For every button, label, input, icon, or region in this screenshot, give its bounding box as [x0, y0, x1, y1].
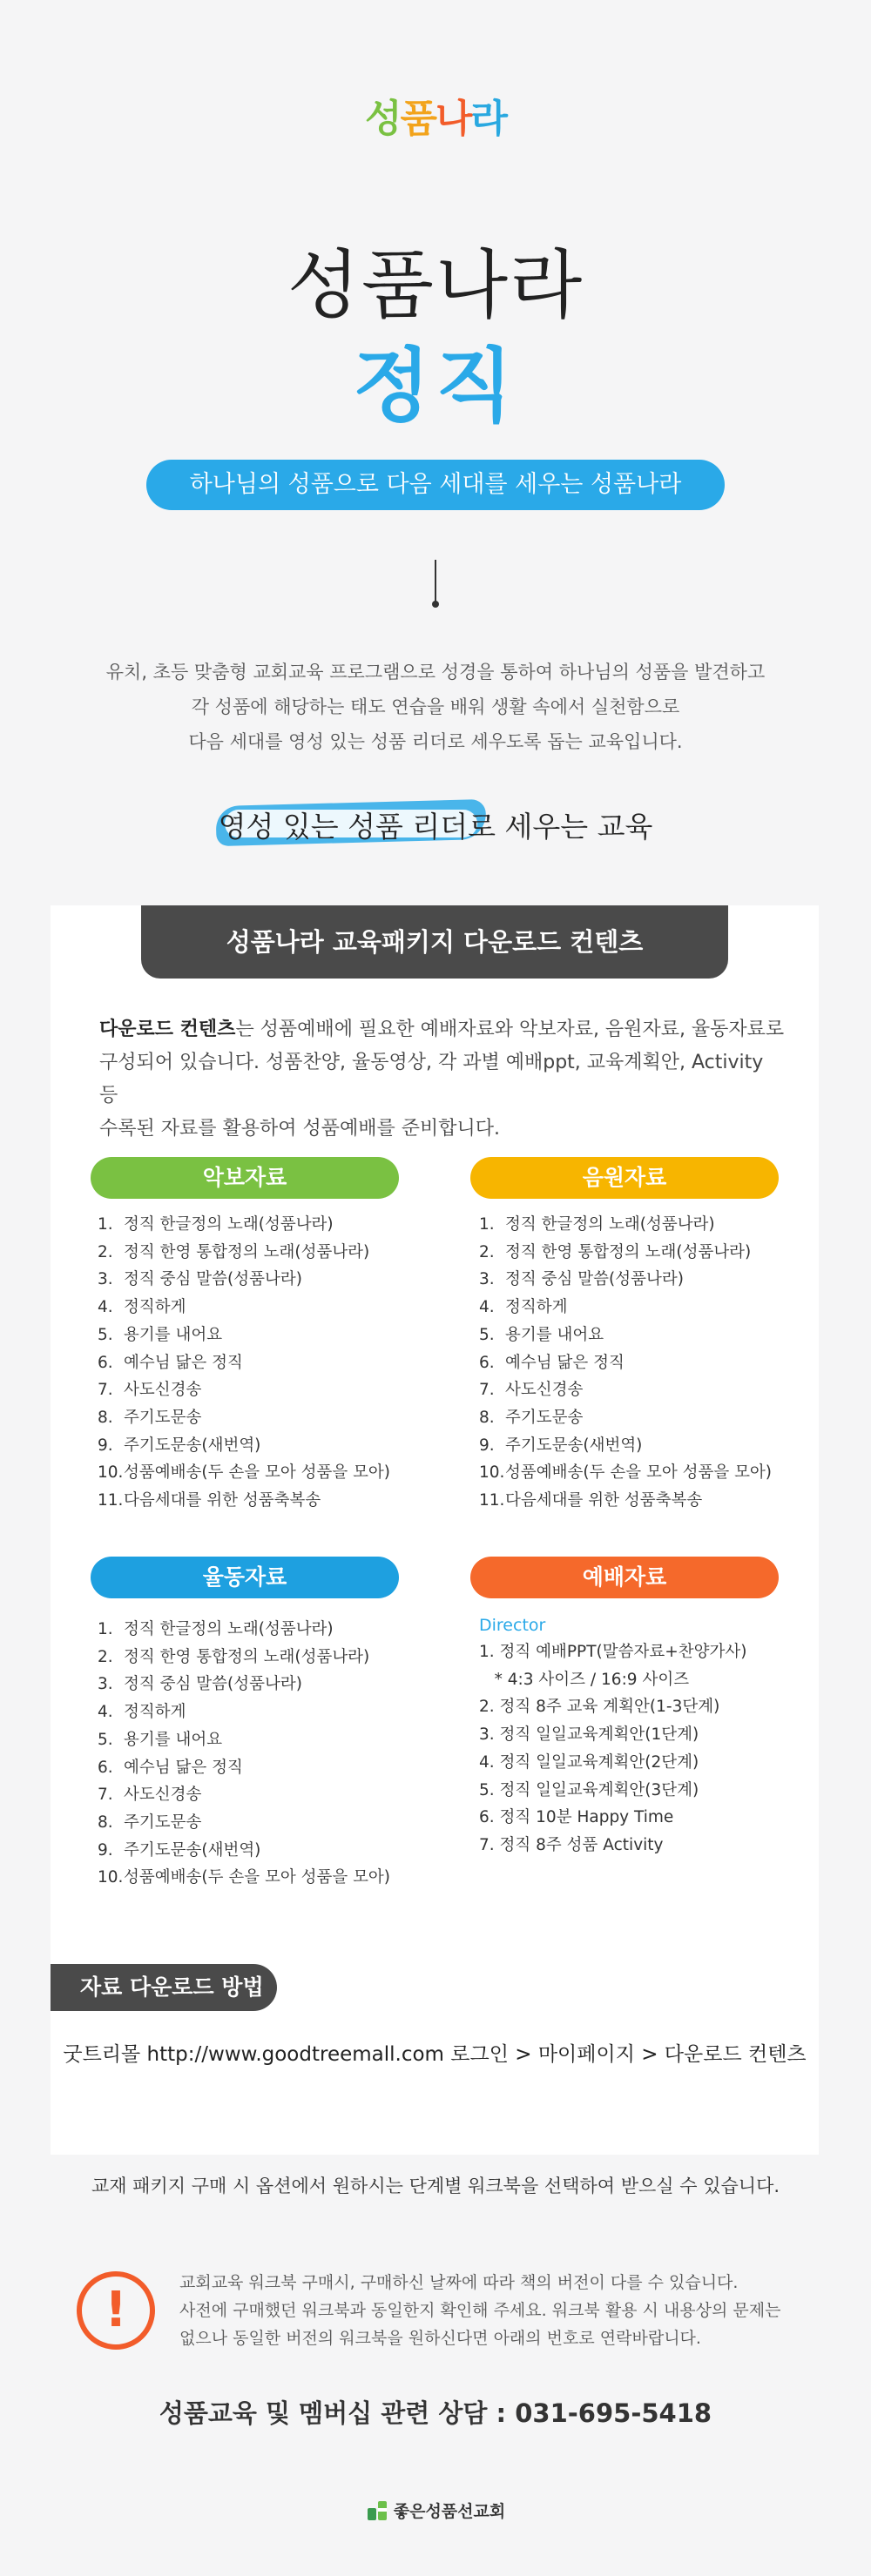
list-item — [98, 1487, 390, 1515]
list-item — [479, 1239, 772, 1267]
list-item — [98, 1322, 390, 1349]
category-audio: 음원자료 — [470, 1157, 779, 1199]
intro-line: 다음 세대를 영성 있는 성품 리더로 세우도록 돕는 교육입니다. — [188, 731, 683, 752]
list-item — [98, 1404, 390, 1432]
worship-item: 1. 정직 예배PPT(말씀자료+찬양가사) — [479, 1643, 747, 1661]
list-item — [98, 1294, 390, 1322]
list-item — [98, 1781, 390, 1809]
list-item-number: 9. — [98, 1436, 113, 1455]
list-item-text: 성품예배송(두 손을 모아 성품을 모아) — [124, 1463, 391, 1483]
logo-char-2: 품 — [400, 97, 436, 141]
list-item-number: 3. — [98, 1675, 113, 1694]
list-item-text: 다음세대를 위한 성품축복송 — [505, 1491, 703, 1510]
list-item-number: 4. — [98, 1703, 113, 1722]
desc-line-3: 수록된 자료를 활용하여 성품예배를 준비합니다. — [99, 1118, 501, 1140]
footer-logo — [0, 2499, 871, 2524]
list-item-number: 4. — [98, 1298, 113, 1317]
desc-line-2: 구성되어 있습니다. 성품찬양, 율동영상, 각 과별 예배ppt, 교육계획안, Activity 등 — [99, 1052, 764, 1106]
list-item-number: 5. — [98, 1730, 113, 1749]
list-item-number: 2. — [479, 1242, 495, 1261]
list-item-number: 5. — [98, 1325, 113, 1344]
download-method-text: 굿트리몰 http://www.goodtreemall.com 로그인 > 마이페이지 > 다운로드 컨텐츠 — [63, 2043, 807, 2066]
list-item-number: 7. — [98, 1381, 113, 1400]
list-item — [479, 1349, 772, 1377]
worship-item: 4. 정직 일일교육계획안(2단계) — [479, 1752, 699, 1772]
list-item-text: 정직하게 — [505, 1298, 568, 1317]
list-item-text: 주기도문송(새번역) — [124, 1840, 261, 1860]
list-item-text: 정직 한영 통합정의 노래(성품나라) — [124, 1647, 370, 1666]
list-item — [479, 1266, 772, 1294]
list-item-text: 성품예배송(두 손을 모아 성품을 모아) — [505, 1463, 773, 1483]
list-item-number: 1. — [479, 1215, 495, 1234]
list-item-text: 주기도문송(새번역) — [505, 1436, 643, 1455]
list-item — [98, 1809, 390, 1837]
dance-list — [98, 1616, 390, 1892]
list-item-text: 정직 한글정의 노래(성품나라) — [124, 1620, 334, 1638]
list-item-number: 8. — [479, 1408, 495, 1427]
list-item-text: 주기도문송(새번역) — [124, 1436, 261, 1455]
download-banner: 성품나라 교육패키지 다운로드 컨텐츠 — [141, 905, 728, 979]
list-item-text: 예수님 닮은 정직 — [505, 1353, 625, 1372]
desc-line-1: 는 성품예배에 필요한 예배자료와 악보자료, 음원자료, 율동자료로 — [235, 1019, 785, 1040]
list-item-number: 9. — [98, 1840, 113, 1860]
list-item-text: 사도신경송 — [124, 1381, 202, 1400]
tagline-pill: 하나님의 성품으로 다음 세대를 세우는 성품나라 — [146, 460, 725, 510]
list-item-number: 3. — [479, 1270, 495, 1289]
list-item — [479, 1294, 772, 1322]
list-item — [98, 1864, 390, 1892]
list-item-number: 5. — [479, 1325, 495, 1344]
list-item-text: 사도신경송 — [505, 1381, 584, 1400]
list-item-number: 10. — [98, 1463, 124, 1483]
list-item-number: 3. — [98, 1270, 113, 1289]
list-item-number: 7. — [479, 1381, 495, 1400]
logo-char-1: 성 — [364, 97, 401, 141]
list-item-text: 정직하게 — [124, 1298, 186, 1317]
list-item-number: 10. — [98, 1868, 124, 1887]
list-item — [479, 1322, 772, 1349]
intro-text — [0, 655, 871, 759]
list-item-text: 용기를 내어요 — [124, 1325, 223, 1344]
download-method-label: 자료 다운로드 방법 — [51, 1964, 277, 2011]
workbook-notice: 교재 패키지 구매 시 옵션에서 원하시는 단계별 워크북을 선택하여 받으실 수 있습니다. — [91, 2176, 780, 2196]
brand-logo — [0, 87, 871, 143]
list-item-text: 주기도문송 — [124, 1813, 202, 1832]
download-description — [99, 1013, 787, 1146]
worship-item: 3. 정직 일일교육계획안(1단계) — [479, 1725, 699, 1745]
page-title: 성품나라 — [287, 242, 584, 329]
list-item-text: 정직 중심 말씀(성품나라) — [505, 1270, 684, 1289]
list-item-number: 1. — [98, 1620, 113, 1638]
list-item — [479, 1376, 772, 1404]
list-item — [98, 1698, 390, 1726]
worship-item: 6. 정직 10분 Happy Time — [479, 1808, 674, 1827]
list-item — [479, 1211, 772, 1239]
audio-list — [479, 1211, 772, 1515]
warning-line: 교회교육 워크북 구매시, 구매하신 날짜에 따라 책의 버전이 다를 수 있습니다. — [179, 2273, 739, 2292]
list-item-number: 6. — [98, 1758, 113, 1777]
list-item — [98, 1837, 390, 1865]
intro-line: 유치, 초등 맞춤형 교회교육 프로그램으로 성경을 통하여 하나님의 성품을 발견하고 — [105, 662, 766, 683]
list-item — [98, 1459, 390, 1487]
list-item-text: 정직 한글정의 노래(성품나라) — [124, 1215, 334, 1234]
logo-char-4: 라 — [470, 97, 507, 141]
list-item — [98, 1671, 390, 1698]
list-item-text: 정직 중심 말씀(성품나라) — [124, 1675, 302, 1694]
list-item-text: 용기를 내어요 — [505, 1325, 604, 1344]
list-item-text: 정직하게 — [124, 1703, 186, 1722]
warning-line: 사전에 구매했던 워크북과 동일한지 확인해 주세요. 워크북 활용 시 내용상의 문제는 — [179, 2301, 781, 2320]
logo-char-3: 나 — [436, 97, 471, 141]
list-item — [98, 1266, 390, 1294]
category-dance: 율동자료 — [91, 1557, 399, 1598]
list-item-number: 1. — [98, 1215, 113, 1234]
worship-item: * 4:3 사이즈 / 16:9 사이즈 — [479, 1670, 690, 1689]
list-item-text: 다음세대를 위한 성품축복송 — [124, 1491, 321, 1510]
divider-dot — [432, 601, 439, 608]
category-worship: 예배자료 — [470, 1557, 779, 1598]
list-item-text: 예수님 닮은 정직 — [124, 1353, 243, 1372]
intro-line: 각 성품에 해당하는 태도 연습을 배워 생활 속에서 실천함으로 — [191, 696, 680, 717]
worship-item: 2. 정직 8주 교육 계획안(1-3단계) — [479, 1698, 720, 1717]
list-item-text: 주기도문송 — [505, 1408, 584, 1427]
list-item-number: 8. — [98, 1408, 113, 1427]
list-item — [479, 1404, 772, 1432]
list-item — [98, 1754, 390, 1782]
list-item-number: 4. — [479, 1298, 495, 1317]
list-item — [98, 1239, 390, 1267]
list-item-number: 2. — [98, 1242, 113, 1261]
desc-bold: 다운로드 컨텐츠 — [99, 1019, 236, 1040]
list-item-number: 9. — [479, 1436, 495, 1455]
list-item-number: 6. — [479, 1353, 495, 1372]
list-item-text: 정직 한영 통합정의 노래(성품나라) — [505, 1242, 752, 1261]
list-item-number: 2. — [98, 1647, 113, 1666]
list-item-text: 사도신경송 — [124, 1786, 202, 1805]
list-item-text: 정직 한영 통합정의 노래(성품나라) — [124, 1242, 370, 1261]
worship-director-label: Director — [479, 1616, 546, 1635]
list-item-text: 예수님 닮은 정직 — [124, 1758, 243, 1777]
church-icon — [366, 2499, 388, 2522]
list-item — [479, 1487, 772, 1515]
category-sheet-music: 악보자료 — [91, 1157, 399, 1199]
list-item — [98, 1349, 390, 1377]
footer-church-name: 좋은성품선교회 — [393, 2502, 506, 2521]
list-item-text: 정직 중심 말씀(성품나라) — [124, 1270, 302, 1289]
list-item — [479, 1432, 772, 1460]
list-item-number: 10. — [479, 1463, 505, 1483]
highlight-phrase — [0, 792, 871, 853]
list-item-number: 6. — [98, 1353, 113, 1372]
list-item — [98, 1726, 390, 1754]
list-item-number: 11. — [98, 1491, 124, 1510]
worship-item: 7. 정직 8주 성품 Activity — [479, 1835, 664, 1854]
list-item-text: 성품예배송(두 손을 모아 성품을 모아) — [124, 1868, 391, 1887]
list-item-text: 용기를 내어요 — [124, 1730, 223, 1749]
sheet-music-list — [98, 1211, 390, 1515]
warning-text — [179, 2269, 807, 2352]
list-item — [98, 1432, 390, 1460]
highlight-text: 영성 있는 성품 리더로 세우는 교육 — [218, 810, 653, 844]
list-item — [98, 1211, 390, 1239]
list-item-number: 7. — [98, 1786, 113, 1805]
list-item-number: 8. — [98, 1813, 113, 1832]
list-item-text: 주기도문송 — [124, 1408, 202, 1427]
list-item — [98, 1376, 390, 1404]
list-item-text: 정직 한글정의 노래(성품나라) — [505, 1215, 715, 1234]
list-item — [98, 1644, 390, 1671]
list-item — [479, 1459, 772, 1487]
warning-line: 없으나 동일한 버전의 워크북을 원하신다면 아래의 번호로 연락바랍니다. — [179, 2329, 701, 2348]
warning-icon: ! — [77, 2271, 155, 2350]
worship-item: 5. 정직 일일교육계획안(3단계) — [479, 1780, 699, 1799]
list-item-number: 11. — [479, 1491, 505, 1510]
list-item — [98, 1616, 390, 1644]
worship-list — [479, 1638, 746, 1860]
consult-phone: 성품교육 및 멤버십 관련 상담 : 031-695-5418 — [159, 2398, 712, 2428]
page-subtitle: 정직 — [353, 340, 518, 433]
divider-line — [435, 560, 436, 603]
